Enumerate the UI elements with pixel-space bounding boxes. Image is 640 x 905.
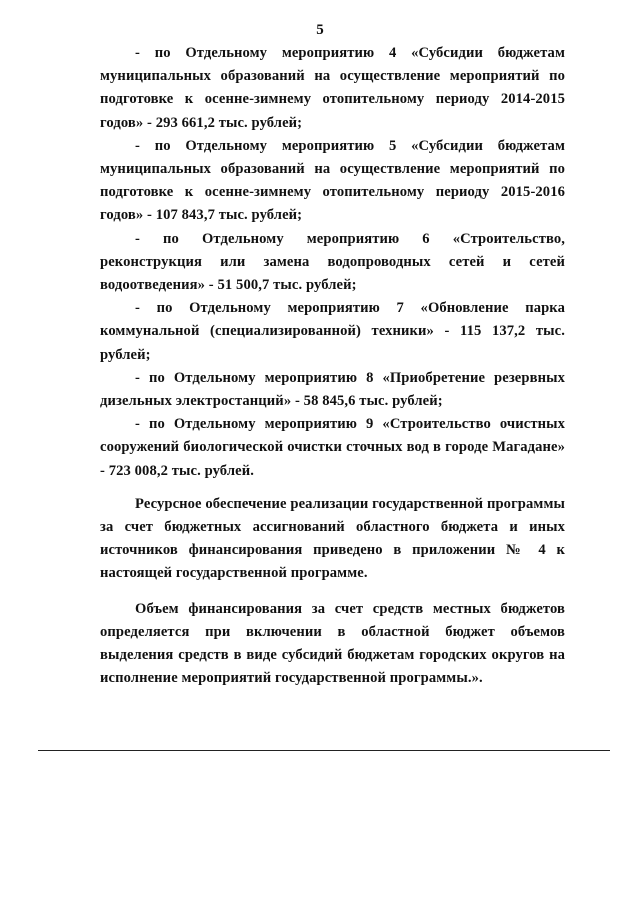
- paragraph-resource-provision: Ресурсное обеспечение реализации государственной программы за счет бюджетных ассигнований областного бюджета и иных источников финансирования приведено в приложении № 4 к настоящей государственной программе.: [100, 495, 565, 582]
- page-number: 5: [316, 22, 324, 38]
- paragraph-measure-6: - по Отдельному мероприятию 6 «Строительство, реконструкция или замена водопроводных сетей и сетей водоотведения» - 51 500,7 тыс. рублей;: [100, 230, 565, 294]
- paragraph-measure-9: - по Отдельному мероприятию 9 «Строительство очистных сооружений биологической очистки сточных вод в городе Магадане» - 723 008,2 тыс. рублей.: [100, 416, 565, 479]
- paragraph-measure-4: - по Отдельному мероприятию 4 «Субсидии бюджетам муниципальных образований на осуществление мероприятий по подготовке к осенне-зимнему отопительному периоду 2014-2015 годов» - 293 661,2 тыс. рублей;: [100, 45, 565, 131]
- paragraph-measure-5: - по Отдельному мероприятию 5 «Субсидии бюджетам муниципальных образований на осуществление мероприятий по подготовке к осенне-зимнему отопительному периоду 2015-2016 годов» - 107 843,7 тыс. рублей;: [100, 137, 565, 224]
- paragraph-measure-8: - по Отдельному мероприятию 8 «Приобретение резервных дизельных электростанций» - 58 845,6 тыс. рублей;: [100, 369, 565, 410]
- paragraph-local-budgets: Объем финансирования за счет средств местных бюджетов определяется при включении в областной бюджет объемов выделения средств в виде субсидий бюджетам городских округов на исполнение мероприятий государственной программы.».: [100, 600, 565, 687]
- footer-divider: [38, 750, 610, 751]
- paragraph-measure-7: - по Отдельному мероприятию 7 «Обновление парка коммунальной (специализированной) техники» - 115 137,2 тыс. рублей;: [100, 300, 565, 363]
- document-body: [100, 42, 565, 690]
